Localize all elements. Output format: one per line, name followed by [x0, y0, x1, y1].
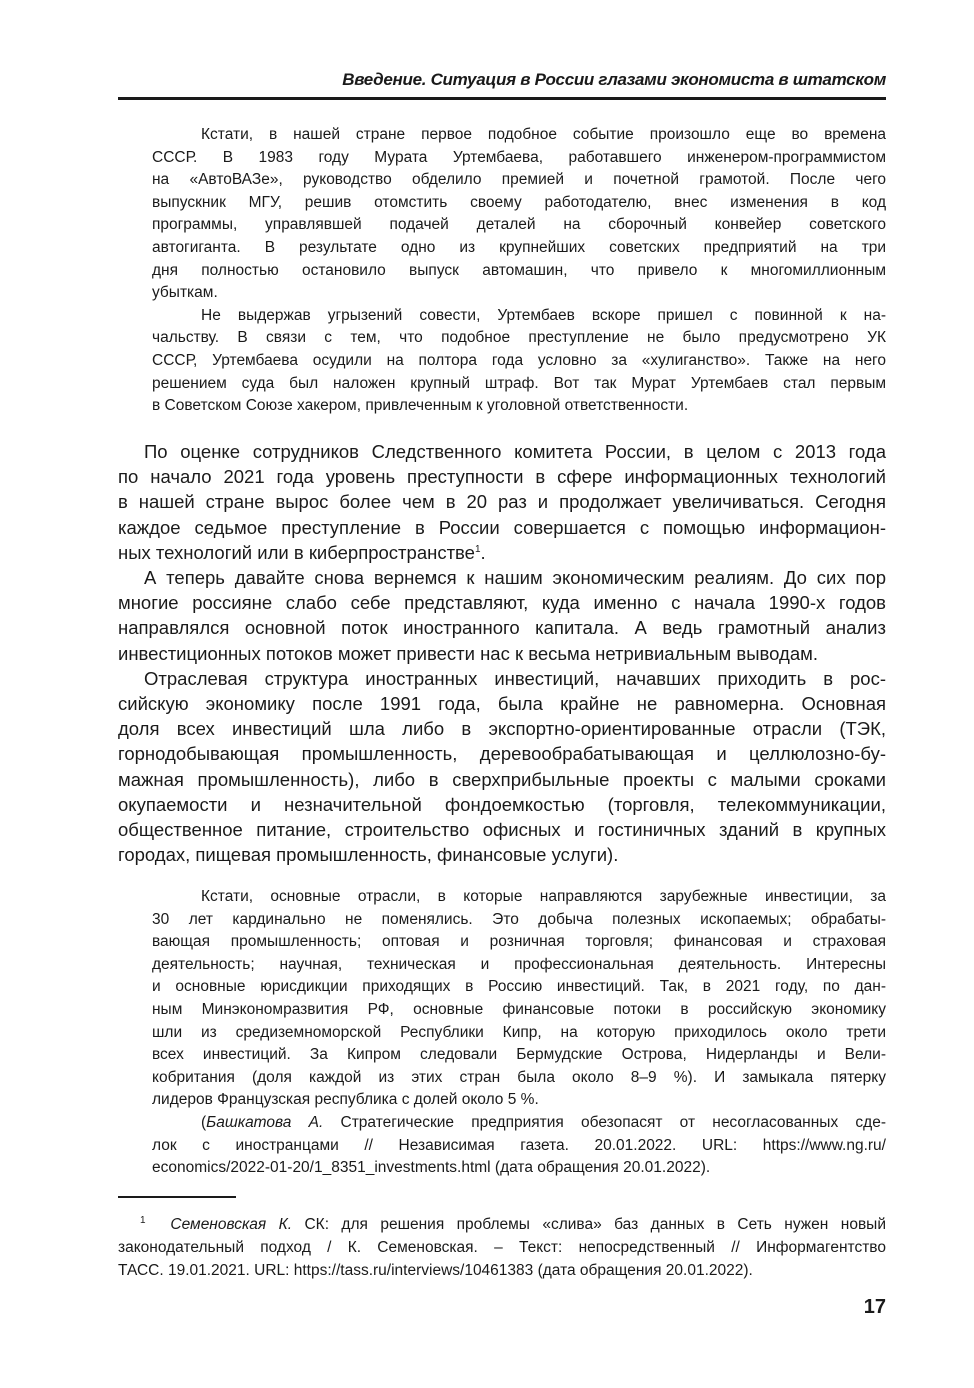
text-line [152, 954, 886, 977]
text-span: автогиганта. В результате одно из крупнейших советских предприятий на три [152, 238, 886, 256]
text-line [152, 1089, 886, 1112]
text-line [152, 976, 886, 999]
text-line [118, 540, 886, 565]
text-span: ( [201, 1113, 207, 1131]
text-line [152, 909, 886, 932]
text-line [152, 260, 886, 283]
text-line [118, 817, 886, 842]
text-span: в Советском Союзе хакером, привлеченным к уголовной ответственности. [152, 397, 689, 415]
sidebar-note-1 [152, 124, 886, 418]
text-span: кобритания (доля каждой из этих стран была около 8–9 %). И замыкала пятерку [152, 1068, 886, 1086]
text-line [152, 1135, 886, 1158]
text-span: economics/2022-01-20/1_8351_investments.html (дата обращения 20.01.2022). [152, 1159, 711, 1177]
text-line [152, 305, 886, 328]
text-line [118, 439, 886, 464]
text-line [152, 124, 886, 147]
text-line [152, 147, 886, 170]
running-header: Введение. Ситуация в России глазами экономиста в штатском [342, 70, 886, 89]
text-span: всех инвестиций. За Кипром следовали Бермудские Острова, Нидерланды и Вели- [152, 1046, 886, 1064]
text-span: лидеров Французская республика с долей около 5 %. [152, 1091, 539, 1109]
text-span: в нашей стране вырос более чем в 20 раз и продолжает увеличиваться. Сегодня [118, 491, 886, 513]
text-line [118, 666, 886, 691]
text-span: городах, пищевая промышленность, финансовые услуги). [118, 844, 619, 866]
text-span: вающая промышленность; оптовая и розничная торговля; финансовая и страховая [152, 933, 886, 951]
text-line [152, 373, 886, 396]
text-span: дня полностью остановило выпуск автомашин, что привело к многомиллионным [152, 261, 886, 279]
text-span: доля всех инвестиций шла либо в экспортно-ориентированные отрасли (ТЭК, [118, 718, 886, 740]
text-line [152, 1044, 886, 1067]
text-span: Кстати, в нашей стране первое подобное событие произошло еще во времена [201, 126, 886, 143]
text-span: Кстати, основные отрасли, в которые направляются зарубежные инвестиции, за [201, 888, 886, 905]
text-span: Не выдержав угрызений совести, Уртембаев вскоре пришел с повинной к на- [201, 306, 886, 324]
text-line [152, 1067, 886, 1090]
footnote-ref: 1 [140, 1214, 146, 1226]
footnote-ref: 1 [474, 543, 481, 555]
text-span: и основные юрисдикции приходящих в Россию инвестиций. Так, в 2021 году, по дан- [152, 978, 886, 996]
header-rule [118, 97, 886, 100]
text-line [118, 464, 886, 489]
text-line [118, 767, 886, 792]
text-line [118, 741, 886, 766]
text-span: По оценке сотрудников Следственного комитета России, в целом с 2013 года [144, 441, 886, 462]
text-line [152, 1112, 886, 1135]
text-line [152, 1157, 886, 1180]
text-line [152, 327, 886, 350]
text-line [152, 169, 886, 192]
page-number: 17 [863, 1296, 886, 1318]
text-span: выпускник МГУ, решив отомстить своему работодателю, внес изменения в код [152, 193, 886, 211]
text-span: решением суда был наложен крупный штраф. Вот так Мурат Уртембаев стал первым [152, 374, 886, 392]
text-line [118, 565, 886, 590]
text-span: законодательный подход / К. Семеновская. – Текст: непосредственный // Информагентство [118, 1239, 886, 1256]
text-span: 30 лет кардинально не поменялись. Это добыча полезных ископаемых; обрабаты- [152, 910, 886, 928]
text-line [118, 691, 886, 716]
sidebar-note-2 [152, 886, 886, 1180]
text-span: ным Минэкономразвития РФ, основные финансовые потоки в российскую экономику [152, 1000, 886, 1018]
text-line [152, 1022, 886, 1045]
text-span: чальству. В связи с тем, что подобное преступление не было предусмотрено УК [152, 329, 886, 347]
text-line [152, 350, 886, 373]
text-span: убыткам. [152, 284, 218, 302]
text-span: многие россияне слабо себе представляют, куда именно с начала 1990-х годов [118, 592, 886, 614]
text-line [118, 1236, 886, 1259]
text-line [152, 999, 886, 1022]
text-line [118, 641, 886, 666]
text-span: сийскую экономику после 1991 года, была крайне не равномерна. Основная [118, 693, 886, 715]
text-line [152, 395, 886, 418]
text-span: А теперь давайте снова вернемся к нашим экономическим реалиям. До сих пор [144, 567, 886, 589]
text-line [152, 214, 886, 237]
text-span: общественное питание, строительство офисных и гостиничных зданий в крупных [118, 819, 886, 841]
text-line [118, 515, 886, 540]
text-span: по начало 2021 года уровень преступности в сфере информационных технологий [118, 466, 886, 488]
text-span: окупаемости и незначительной фондоемкостью (торговля, телекоммуникации, [118, 793, 886, 815]
text-span: СК: для решения проблемы «слива» баз данных в Сеть нужен новый [292, 1216, 886, 1233]
footnote [118, 1213, 886, 1282]
text-span: Отраслевая структура иностранных инвестиций, начавших приходить в рос- [144, 667, 886, 689]
text-span: СССР. В 1983 году Мурата Уртембаева, работавшего инженером-программистом [152, 148, 886, 166]
text-line [118, 615, 886, 640]
body-text [118, 439, 886, 867]
text-line [118, 792, 886, 817]
text-span: на «АвтоВАЗе», руководство обделило премией и почетной грамотой. После чего [152, 171, 886, 189]
text-line [118, 1259, 886, 1282]
text-line [152, 237, 886, 260]
text-line [118, 842, 886, 867]
citation-author: Семеновская К. [170, 1216, 293, 1233]
text-span: направлялся основной поток иностранного капитала. А ведь грамотный анализ [118, 617, 886, 639]
text-line [152, 931, 886, 954]
text-line [118, 1213, 886, 1236]
text-span: программы, управлявшей подачей деталей на сборочный конвейер советского [152, 216, 886, 234]
text-span: ТАСС. 19.01.2021. URL: https://tass.ru/interviews/10461383 (дата обращения 20.01.2022). [118, 1262, 753, 1279]
text-span: деятельность; научная, техническая и профессиональная деятельность. Интересны [152, 955, 886, 973]
citation-author: Башкатова А. [206, 1113, 324, 1131]
text-line [152, 886, 886, 909]
text-line [152, 282, 886, 305]
text-line [118, 489, 886, 514]
text-span: Стратегические предприятия обезопасят от несогласованных сде- [323, 1113, 886, 1131]
text-span: шли из средиземноморской Республики Кипр, на которую приходилось около трети [152, 1023, 886, 1041]
text-span: мажная промышленность), либо в сверхприбыльные проекты с малыми сроками [118, 768, 886, 790]
text-span: инвестиционных потоков может привести нас к весьма нетривиальным выводам. [118, 642, 818, 664]
text-span: ных технологий или в киберпространстве [118, 541, 475, 563]
text-line [118, 590, 886, 615]
text-span: лок с иностранцами // Независимая газета. 20.01.2022. URL: https://www.ng.ru/ [152, 1136, 886, 1154]
text-span: каждое седьмое преступление в России совершается с помощью информацион- [118, 516, 886, 538]
text-span: горнодобывающая промышленность, деревообрабатывающая и целлюлозно-бу- [118, 743, 886, 765]
text-line [152, 192, 886, 215]
text-span: СССР, Уртембаева осудили на полтора года условно за «хулиганство». Также на него [152, 351, 886, 369]
footnote-rule [118, 1196, 236, 1198]
text-line [118, 716, 886, 741]
text-span: . [480, 541, 486, 563]
